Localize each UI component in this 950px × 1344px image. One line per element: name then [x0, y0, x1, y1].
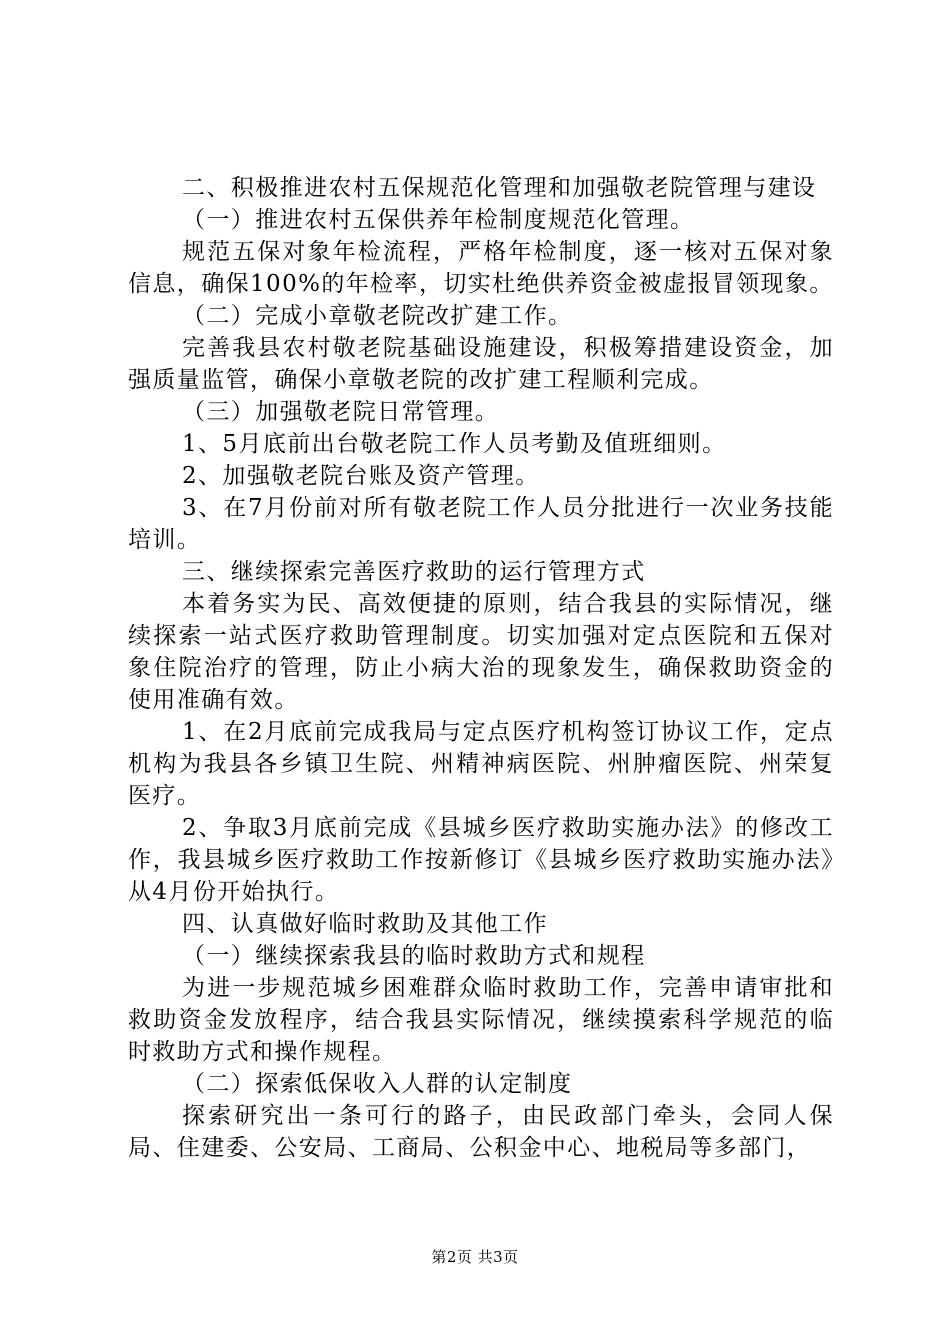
body-paragraph: 探索研究出一条可行的路子，由民政部门牵头，会同人保局、住建委、公安局、工商局、公积金中心、地税局等多部门，: [128, 1103, 834, 1161]
body-paragraph: 为进一步规范城乡困难群众临时救助工作，完善申请审批和救助资金发放程序，结合我县实际情况，继续摸索科学规范的临时救助方式和操作规程。: [128, 975, 834, 1065]
list-item: 2、争取3月底前完成《县城乡医疗救助实施办法》的修改工作，我县城乡医疗救助工作按新修订《县城乡医疗救助实施办法》从4月份开始执行。: [128, 815, 834, 905]
section-heading-2: 二、积极推进农村五保规范化管理和加强敬老院管理与建设: [182, 175, 817, 201]
subsection-heading: （一）推进农村五保供养年检制度规范化管理。: [182, 207, 695, 233]
document-body: [128, 172, 834, 1164]
body-paragraph: 完善我县农村敬老院基础设施建设，积极筹措建设资金，加强质量监管，确保小章敬老院的改扩建工程顺利完成。: [128, 335, 834, 393]
section-heading-4: 四、认真做好临时救助及其他工作: [182, 911, 548, 937]
page-footer: 第2页 共3页: [431, 1248, 519, 1266]
list-item: 3、在7月份前对所有敬老院工作人员分批进行一次业务技能培训。: [128, 495, 834, 553]
subsection-heading: （三）加强敬老院日常管理。: [182, 399, 500, 425]
section-heading-3: 三、继续探索完善医疗救助的运行管理方式: [182, 559, 646, 585]
list-item: 1、5月底前出台敬老院工作人员考勤及值班细则。: [182, 431, 727, 457]
body-paragraph: 规范五保对象年检流程，严格年检制度，逐一核对五保对象信息，确保100%的年检率，切实杜绝供养资金被虚报冒领现象。: [128, 239, 834, 297]
list-item: 1、在2月底前完成我局与定点医疗机构签订协议工作，定点机构为我县各乡镇卫生院、州精神病医院、州肿瘤医院、州荣复医疗。: [128, 719, 834, 809]
body-paragraph: 本着务实为民、高效便捷的原则，结合我县的实际情况，继续探索一站式医疗救助管理制度。切实加强对定点医院和五保对象住院治疗的管理，防止小病大治的现象发生，确保救助资金的使用准确有效。: [128, 591, 834, 713]
subsection-heading: （二）探索低保收入人群的认定制度: [182, 1071, 573, 1097]
subsection-heading: （二）完成小章敬老院改扩建工作。: [182, 303, 573, 329]
subsection-heading: （一）继续探索我县的临时救助方式和规程: [182, 943, 646, 969]
list-item: 2、加强敬老院台账及资产管理。: [182, 463, 540, 489]
